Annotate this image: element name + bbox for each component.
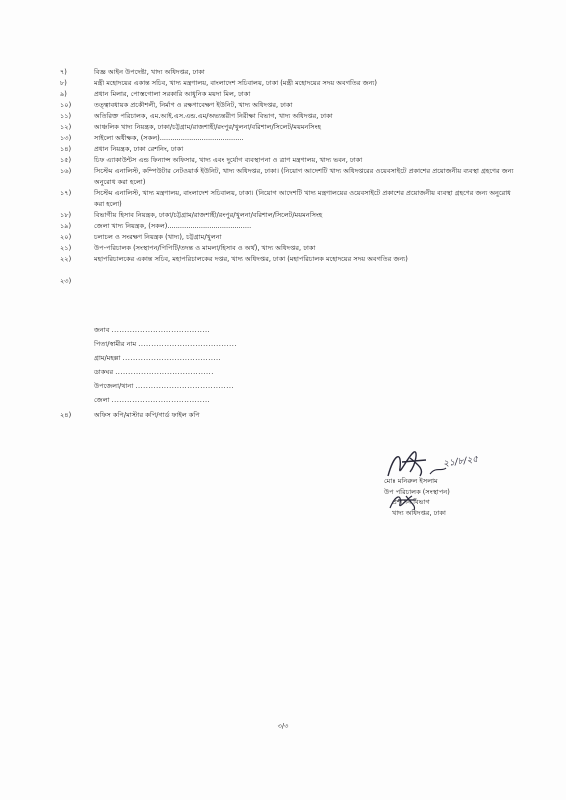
signatory-office: খাদ্য অধিদপ্তর, ঢাকা xyxy=(392,508,446,517)
item-number: ১৩) xyxy=(60,134,72,142)
item-text: অতিরিক্ত পরিচালক, এম.আই.এস.এন্ড.এম/অভ্যন্তরীণ নিরীক্ষা বিভাগ, খাদ্য অধিদপ্তর, ঢাকা xyxy=(94,112,333,120)
item-text: সিস্টেম এনালিস্ট, কম্পিউটার নেটওয়ার্ক ইউনিট, খাদ্য অধিদপ্তর, ঢাকা। (নিয়োগ আদেশটি খাদ্য অধিদপ্তরের ওয়েবসাইটে প্রকাশের প্রয়োজনীয় ব্যবস্থা গ্রহণের জন্য অনুরোধ করা হলো) xyxy=(94,167,514,186)
list-item xyxy=(60,188,520,210)
form-label: ডাকঘর xyxy=(94,368,114,376)
item-text: চলাচল ও সংরক্ষণ নিয়ন্ত্রক (খাদ্য), চট্টগ্রাম/খুলনা xyxy=(94,233,222,241)
item-number: ১২) xyxy=(60,123,72,131)
list-item xyxy=(60,254,520,276)
item-text: প্রধান মিলার, পোস্তগোলা সরকারি আধুনিক ময়দা মিল, ঢাকা xyxy=(94,90,251,98)
item-text: বিজ্ঞ আইন উপদেষ্টা, খাদ্য অধিদপ্তর, ঢাকা xyxy=(94,68,205,76)
form-row-village xyxy=(94,351,237,365)
item-text: উপ-পরিচালক (সংস্থাপন/পিপিটি/তদন্ত ও মামলা/হিসাব ও অর্থ), খাদ্য অধিদপ্তর, ঢাকা xyxy=(94,244,316,252)
form-row-upazila xyxy=(94,379,237,393)
item-number: ১৪) xyxy=(60,145,72,153)
signature-date: ২১/৮/২৫ xyxy=(442,454,479,470)
form-blank: ...................................... xyxy=(111,396,211,404)
item-text: প্রধান নিয়ন্ত্রক, ঢাকা রেশনিং, ঢাকা xyxy=(94,145,184,153)
initial-signature xyxy=(386,490,426,514)
form-row-name xyxy=(94,323,237,337)
form-blank: ...................................... xyxy=(138,340,237,348)
item-text: চিফ এ্যাকাউন্টস এন্ড ফিন্যান্স অফিসার, খাদ্য এবং দুর্যোগ ব্যবস্থাপনা ও ত্রাণ মন্ত্রণালয়, খাদ্য ভবন, ঢাকা xyxy=(94,156,363,164)
list-item xyxy=(60,133,520,144)
item-text: মহাপরিচালকের একান্ত সচিব, মহাপরিচালকের দপ্তর, খাদ্য অধিদপ্তর, ঢাকা (মহাপরিচালক মহোদয়ের সদয় অবগতির জন্য) xyxy=(94,255,408,263)
list-item xyxy=(60,144,520,155)
distribution-list xyxy=(60,67,520,290)
list-item xyxy=(60,67,520,78)
item-number: ২০) xyxy=(60,233,72,241)
item-number: ১৮) xyxy=(60,211,72,219)
item-number: ১৬) xyxy=(60,167,72,175)
signatory-designation: উপ পরিচালক (সংস্থাপন) xyxy=(384,487,450,496)
address-form xyxy=(94,323,237,407)
item-number: ১৫) xyxy=(60,156,72,164)
item-number: ৭) xyxy=(60,68,67,76)
signatory-name: মোঃ মনিরুল ইসলাম xyxy=(384,477,438,485)
item-text: সিস্টেম এনালিস্ট, খাদ্য মন্ত্রণালয়, বাংলাদেশ সচিবালয়, ঢাকা। (নিয়োগ আদেশটি খাদ্য মন্ত্রণালয়ের ওয়েবসাইটে প্রকাশের প্রয়োজনীয় ব্যবস্থা গ্রহণের জন্য অনুরোধ করা হলো) xyxy=(94,189,511,208)
list-item xyxy=(60,410,520,421)
list-item xyxy=(60,122,520,133)
form-label: উপজেলা/থানা xyxy=(94,382,134,390)
list-item xyxy=(60,221,520,232)
form-label: গ্রাম/মহল্লা xyxy=(94,354,121,362)
item-text: জেলা খাদ্য নিয়ন্ত্রক, (সকল)........................................ xyxy=(94,222,252,230)
item-number: ১৭) xyxy=(60,189,72,197)
item-number: ১১) xyxy=(60,112,72,120)
form-blank: ...................................... xyxy=(122,354,222,362)
form-blank: ...................................... xyxy=(111,326,211,334)
list-item xyxy=(60,243,520,254)
list-item xyxy=(60,100,520,111)
item-number: ৮) xyxy=(60,79,67,87)
form-label: জনাব xyxy=(94,326,110,334)
list-item xyxy=(60,155,520,166)
item-number: ২২) xyxy=(60,255,72,263)
item-text: আঞ্চলিক খাদ্য নিয়ন্ত্রক, ঢাকা/চট্টগ্রাম/রাজশাহী/রংপুর/খুলনা/বরিশাল/সিলেট/ময়মনসিংহ xyxy=(94,123,321,131)
form-row-post-office xyxy=(94,365,237,379)
list-item xyxy=(60,210,520,221)
item-text: মন্ত্রী মহোদয়ের একান্ত সচিব, খাদ্য মন্ত্রণালয়, বাংলাদেশ সচিবালয়, ঢাকা (মন্ত্রী মহোদয়ের সদয় অবগতির জন্য) xyxy=(94,79,377,87)
form-blank: ...................................... xyxy=(115,368,214,376)
form-row-father xyxy=(94,337,237,351)
item-number: ৯) xyxy=(60,90,67,98)
item-number: ২৪) xyxy=(60,411,72,419)
signatory-department: প্রশাসন বিভাগ xyxy=(392,498,430,506)
list-item xyxy=(60,232,520,243)
list-item xyxy=(60,166,520,188)
item-number: ২১) xyxy=(60,244,72,252)
form-blank: ...................................... xyxy=(135,382,235,390)
list-item xyxy=(60,78,520,89)
list-item xyxy=(60,89,520,100)
item-text: সাইলো অধীক্ষক, (সকল)........................................ xyxy=(94,134,244,142)
form-label: জেলা xyxy=(94,396,110,404)
item-text: তত্ত্বাবধায়ক প্রকৌশলী, নির্মাণ ও রক্ষণাবেক্ষণ ইউনিট, খাদ্য অধিদপ্তর, ঢাকা xyxy=(94,101,293,109)
item-text: বিভাগীয় হিসাব নিয়ন্ত্রক, ঢাকা/চট্টগ্রাম/রাজশাহী/রংপুর/খুলনা/বরিশাল/সিলেট/ময়মনসিংহ xyxy=(94,211,323,219)
item-text: অফিস কপি/মাস্টার কপি/গার্ড ফাইল কপি xyxy=(94,411,200,419)
page-number: ৩/৩ xyxy=(277,722,289,730)
item-number: ২৩) xyxy=(60,277,72,285)
list-item xyxy=(60,276,520,290)
list-item xyxy=(60,111,520,122)
form-label: পিতা/স্বামীর নাম xyxy=(94,340,137,348)
form-row-district xyxy=(94,393,237,407)
item-number: ১৯) xyxy=(60,222,72,230)
item-number: ১০) xyxy=(60,101,72,109)
